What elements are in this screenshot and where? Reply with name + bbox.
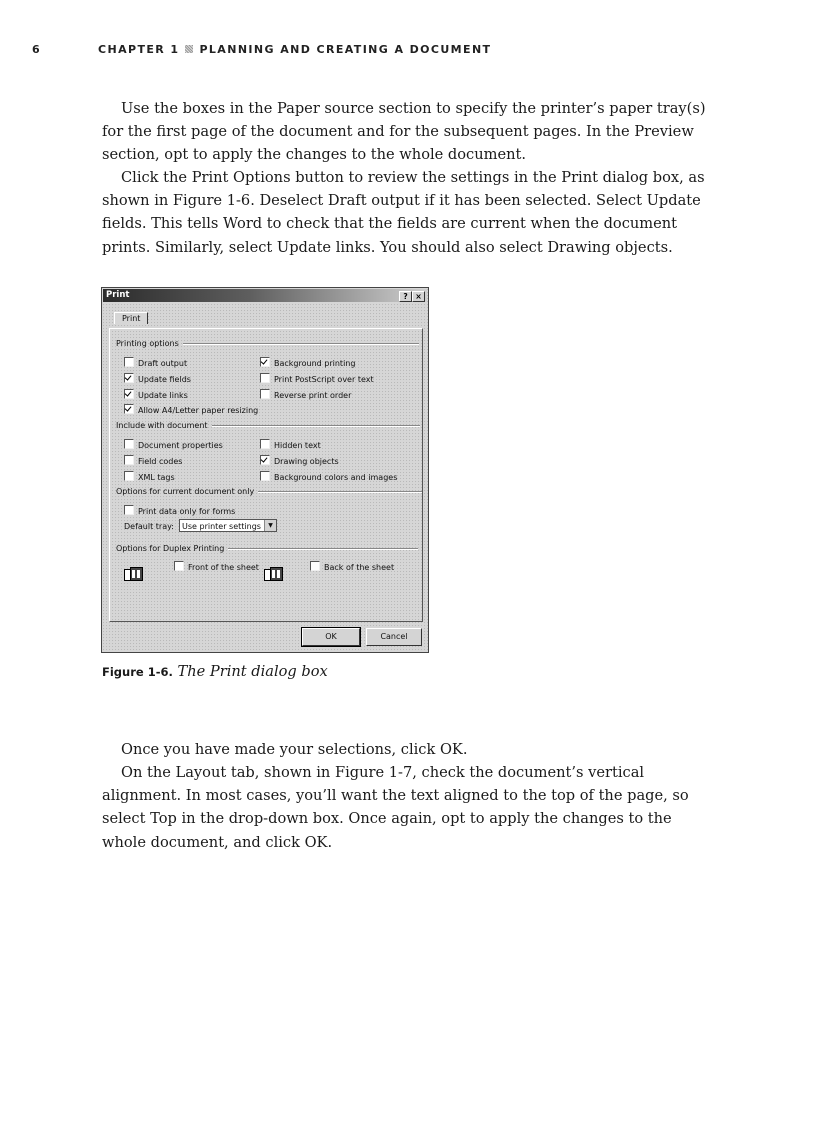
drawing-objects-checkbox[interactable]: Drawing objects bbox=[260, 455, 339, 466]
default-tray-value: Use printer settings bbox=[182, 522, 261, 531]
running-header bbox=[32, 43, 491, 56]
separator-square-icon bbox=[185, 45, 193, 53]
cancel-button[interactable]: Cancel bbox=[366, 628, 422, 646]
field-codes-checkbox[interactable]: Field codes bbox=[124, 455, 182, 466]
draft-output-checkbox[interactable]: Draft output bbox=[124, 357, 187, 368]
paragraph-click-ok: Once you have made your selections, click OK. bbox=[121, 741, 468, 758]
duplex-front-icon bbox=[124, 567, 144, 583]
checkbox-box[interactable] bbox=[124, 455, 134, 465]
section-current-document: Options for current document only bbox=[116, 487, 422, 496]
chapter-label: CHAPTER 1 bbox=[98, 43, 180, 56]
default-tray-label: Default tray: bbox=[124, 522, 174, 531]
chapter-title: PLANNING AND CREATING A DOCUMENT bbox=[199, 43, 492, 56]
checkbox-box[interactable] bbox=[260, 455, 270, 465]
background-printing-checkbox[interactable]: Background printing bbox=[260, 357, 355, 368]
checkbox-box[interactable] bbox=[124, 505, 134, 515]
checkbox-box[interactable] bbox=[260, 357, 270, 367]
print-postscript-checkbox[interactable]: Print PostScript over text bbox=[260, 373, 374, 384]
figure-number: Figure 1-6. bbox=[102, 665, 173, 679]
checkbox-box[interactable] bbox=[124, 357, 134, 367]
figure-caption-text: The Print dialog box bbox=[177, 663, 328, 680]
dialog-tabs bbox=[114, 312, 148, 324]
document-properties-checkbox[interactable]: Document properties bbox=[124, 439, 223, 450]
section-printing-options: Printing options bbox=[116, 339, 419, 348]
checkbox-box[interactable] bbox=[124, 373, 134, 383]
reverse-print-order-checkbox[interactable]: Reverse print order bbox=[260, 389, 351, 400]
update-fields-checkbox[interactable]: Update fields bbox=[124, 373, 191, 384]
default-tray-select[interactable] bbox=[179, 519, 277, 532]
checkbox-box[interactable] bbox=[260, 389, 270, 399]
section-duplex-printing: Options for Duplex Printing bbox=[116, 544, 418, 553]
tab-print[interactable]: Print bbox=[114, 312, 148, 324]
print-tab-panel bbox=[109, 328, 423, 622]
figure-caption bbox=[102, 663, 328, 680]
checkbox-box[interactable] bbox=[260, 373, 270, 383]
print-dialog bbox=[101, 287, 429, 653]
paragraph-layout-tab: On the Layout tab, shown in Figure 1-7, check the document’s vertical alignment. In most cases, you’ll want the text aligned to the top of the page, so select Top in the drop-down box. Once again, opt to apply the changes to the whole document, and click OK. bbox=[102, 764, 689, 851]
xml-tags-checkbox[interactable]: XML tags bbox=[124, 471, 175, 482]
update-links-checkbox[interactable]: Update links bbox=[124, 389, 188, 400]
background-colors-checkbox[interactable]: Background colors and images bbox=[260, 471, 397, 482]
dialog-title: Print bbox=[106, 290, 130, 300]
paragraph-paper-source: Use the boxes in the Paper source section to specify the printer’s paper tray(s) for the first page of the document and for the subsequent pages. In the Preview section, opt to apply the changes to the whole document. bbox=[102, 100, 706, 164]
checkbox-box[interactable] bbox=[310, 561, 320, 571]
close-button[interactable]: × bbox=[412, 291, 425, 302]
hidden-text-checkbox[interactable]: Hidden text bbox=[260, 439, 321, 450]
page-number: 6 bbox=[32, 43, 42, 56]
dialog-titlebar bbox=[103, 289, 427, 302]
print-data-only-checkbox[interactable]: Print data only for forms bbox=[124, 505, 235, 516]
paragraph-print-options: Click the Print Options button to review the settings in the Print dialog box, as shown in Figure 1-6. Deselect Draft output if it has been selected. Select Update fields. This tells Word to check that the fields are current when the document prints. Similarly, select Update links. You should also select Drawing objects. bbox=[102, 169, 705, 256]
checkbox-box[interactable] bbox=[174, 561, 184, 571]
checkbox-box[interactable] bbox=[124, 439, 134, 449]
allow-a4-checkbox[interactable]: Allow A4/Letter paper resizing bbox=[124, 404, 258, 415]
section-include-with-document: Include with document bbox=[116, 421, 420, 430]
chevron-down-icon[interactable]: ▼ bbox=[264, 520, 276, 531]
checkbox-box[interactable] bbox=[124, 404, 134, 414]
help-button[interactable]: ? bbox=[399, 291, 412, 302]
checkbox-box[interactable] bbox=[260, 439, 270, 449]
checkbox-box[interactable] bbox=[124, 389, 134, 399]
front-of-sheet-checkbox[interactable]: Front of the sheet bbox=[174, 561, 259, 572]
checkbox-box[interactable] bbox=[260, 471, 270, 481]
checkbox-box[interactable] bbox=[124, 471, 134, 481]
duplex-back-icon bbox=[264, 567, 284, 583]
back-of-sheet-checkbox[interactable]: Back of the sheet bbox=[310, 561, 394, 572]
ok-button[interactable]: OK bbox=[302, 628, 360, 646]
